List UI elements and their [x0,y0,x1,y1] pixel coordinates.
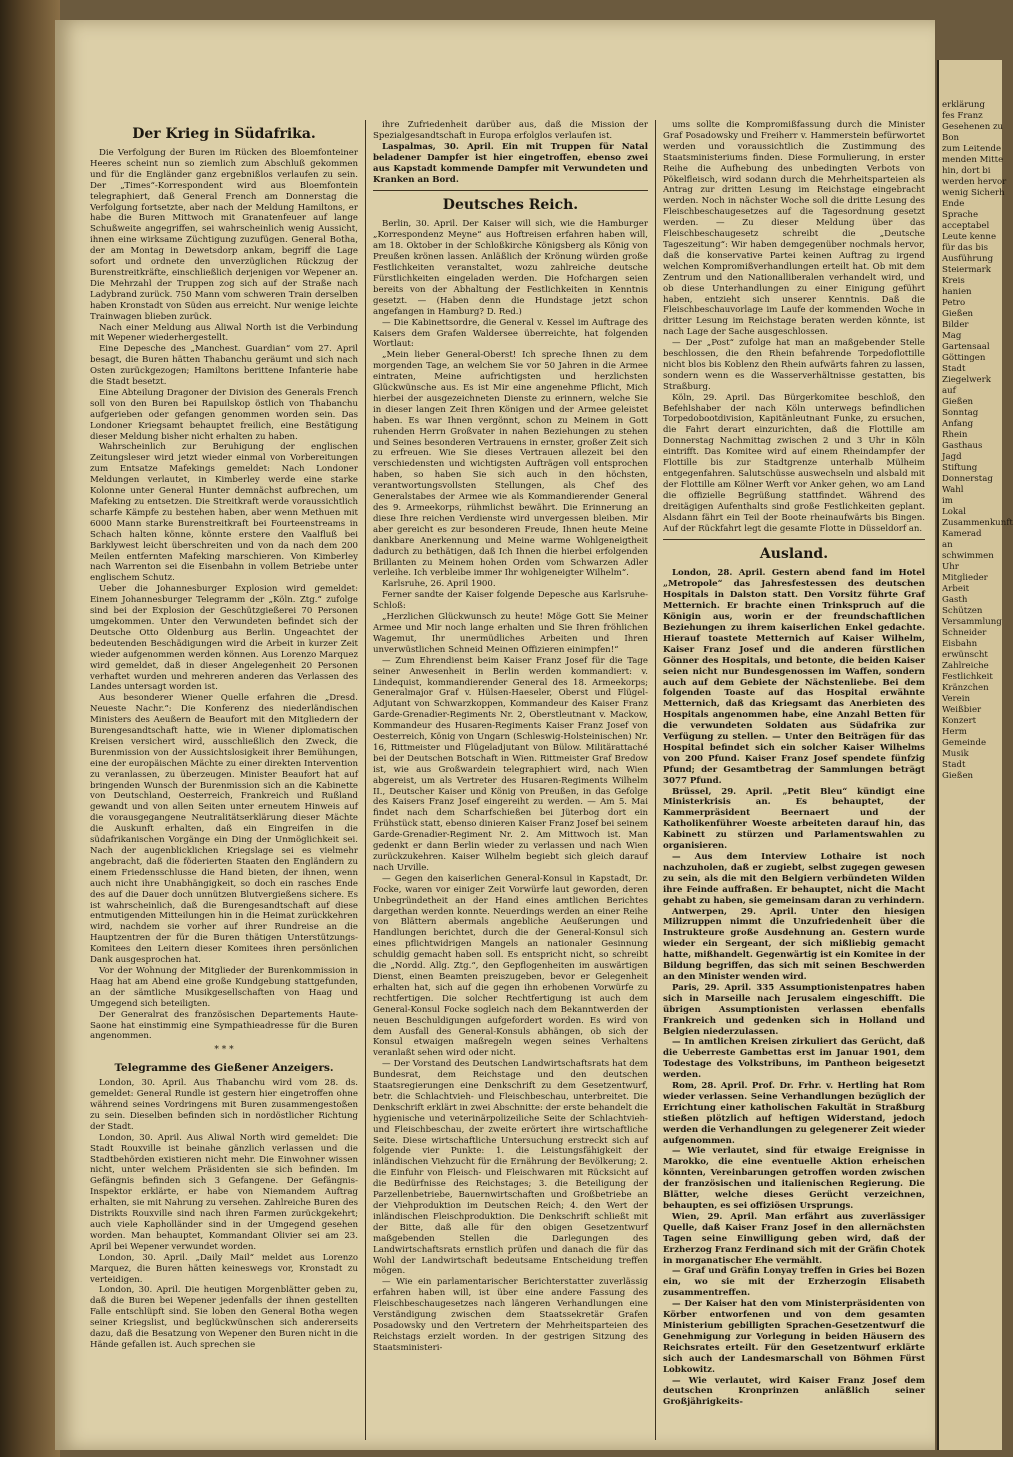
column-rule [655,120,656,1440]
adjacent-page-line: Schützen [942,606,983,616]
adjacent-page-line: Lokal [942,507,966,517]
adjacent-page-line: menden Mitte [942,155,1004,165]
paragraph: Vor der Wohnung der Mitglieder der Burenkommission in Haag hat am Abend eine große Kundgebung stattgefunden, an der sämtliche Musikgesellschaften von Haag und Umgegend sich beteiligten. [90,965,358,1009]
adjacent-page-line: erklärung [942,100,985,110]
adjacent-page-line: Uhr [942,562,959,572]
divider [373,190,648,191]
adjacent-page-line: Ende [942,199,965,209]
paragraph: Paris, 29. April. 335 Assumptionistenpatres haben sich in Marseille nach Jerusalem eingeschifft. Die übrigen Assumptionisten verlassen ebenfalls Frankreich und gedenken sich in Holland und Belgien niederzulassen. [663,982,925,1037]
column-3 [663,120,925,1445]
paragraph: — Der Kaiser hat den vom Ministerpräsidenten von Körber entworfenen und von dem gesamten Ministerium gebilligten Sprachen-Gesetzentwurf die Genehmigung zur Vorlegung in beiden Häusern des Reichsrates erteilt. Für den Gesetzentwurf erklärte sich auch der Landesmarschall von Böhmen Fürst Lobkowitz. [663,1299,925,1375]
adjacent-page-line: Verein [942,694,970,704]
paragraph: Wahrscheinlich zur Beruhigung der englischen Zeitungsleser wird jetzt wieder einmal von Vorbereitungen zum Entsatze Mafekings gemeldet: Nach Londoner Meldungen verlautet, in Kimberley werde eine starke Kolonne unter General Hunter demnächst aufbrechen, um Mafeking zu entsetzen. Die Streitkraft werde voraussichtlich scharfe Kämpfe zu bestehen haben, aber wenn Methuen mit 6000 Mann starke Burenstreitkraft bei Fourteenstreams in Schach halten könne, könnte erstere den Vaalfluß bei Barklywest leicht überschreiten und von da nach dem 200 Meilen entfernten Mafeking marschieren. Von Kimberley nach Warrenton sei die Eisenbahn in vollem Betriebe unter englischem Schutz. [90,442,358,584]
adjacent-page-line: Gießen [942,771,974,781]
section-stars: * * * [214,1045,234,1056]
paragraph: Eine Depesche des „Manchest. Guardian“ vom 27. April besagt, die Buren hätten Thabanchu geräumt und sich nach Osten zurückgezogen; Hamiltons berittene Infanterie habe die Stadt besetzt. [90,344,358,388]
adjacent-page-line: Gasthaus [942,441,983,451]
paragraph: „Mein lieber General-Oberst! Ich spreche Ihnen zu dem morgenden Tage, an welchem Sie vor 50 Jahren in die Armee eintraten, Meine aufrichtigsten und herzlichsten Glückwünsche aus. Es ist Mir eine angenehme Pflicht, Mich hierbei der ausgezeichneten Dienste zu erinnern, welche Sie in dieser langen Zeit Ihren Königen und der Armee geleistet haben. Es war Ihnen vergönnt, schon zu Meinem in Gott ruhenden Herrn Großvater in nahen Beziehungen zu stehen und Seines besonderen Vertrauens in ernster, großer Zeit sich zu erfreuen. Wie Sie dieses Vertrauen allezeit bei den verschiedensten und wichtigsten Aufträgen voll entsprochen haben, so haben Sie sich auch in den höchsten, verantwortungsvollsten Stellungen, als Chef des Generalstabes der Armee wie als Kommandierender General des 9. Armeekorps, rühmlichst bewährt. Die Erinnerung an diese Ihre reichen Verdienste wird unvergessen bleiben. Mir aber gereicht es zur besonderen Freude, Ihnen heute Meine dankbare Anerkennung und Meine warme Wohlgeneigtheit dadurch zu bethätigen, daß Ich Ihnen die hierbei erfolgenden Brillanten zu Meinem hohen Orden vom Schwarzen Adler verleihe. Ich verbleibe immer Ihr wohlgeneigter Wilhelm“. [373,350,648,579]
adjacent-page-text [939,60,1013,782]
adjacent-page-line: Zahlreiche [942,661,989,671]
paragraph: Die Verfolgung der Buren im Rücken des Bloemfonteiner Heeres scheint nun so ziemlich zum Abschluß gekommen und für die Engländer ganz ergebnißlos verlaufen zu sein. Der „Times“-Korrespondent wird aus Bloemfontein telegraphiert, daß General French am Donnerstag die Verfolgung fortsetzte, aber nach der Meldung Hamiltons, er habe die Buren Mittwoch mit Granatenfeuer auf lange Schußweite angegriffen, sei wahrscheinlich wenig Aussicht, ihnen eine wirksame Züchtigung zuzufügen. General Botha, der am Montag in Dewetsdorp ankam, begriff die Lage sofort und ordnete den unverzüglichen Rückzug der Burenstreitkräfte, einschließlich derjenigen vor Wepener an. Die Mehrzahl der Truppen zog sich auf der Straße nach Ladybrand zurück. 750 Mann vom schweren Train derselben haben Kronstadt von Süden aus erreicht. Nur wenige leichte Trainwagen blieben zurück. [90,148,358,322]
paragraph: London, 28. April. Gestern abend fand im Hotel „Metropole“ das Jahresfestessen des deutschen Hospitals in Dalston statt. Den Vorsitz führte Graf Metternich. Er brachte einen Trinkspruch auf die Königin aus, worin er der freundschaftlichen Beziehungen zu ihrem kaiserlichen Enkel gedachte. Hierauf toastete Metternich auf Kaiser Wilhelm, Kaiser Franz Josef und die anderen fürstlichen Gönner des Hospitals, und betonte, die beiden Kaiser seien nicht nur Bundesgenossen im Waffen, sondern auch auf dem Gebiete der Nächstenliebe. Bei dem folgenden Toaste auf das Hospital erwähnte Metternich, daß das Kriegsamt das Anerbieten des Hospitals angenommen habe, eine Anzahl Betten für die verwundeten Soldaten aus Südafrika zur Verfügung zu stellen. — Unter den Beiträgen für das Hospital befindet sich ein solcher Kaiser Wilhelms von 200 Pfund. Kaiser Franz Josef spendete fünfzig Pfund; der Gesamtbetrag der Sammlungen beträgt 3077 Pfund. [663,568,925,786]
telegram-item: London, 30. April. Die heutigen Morgenblätter geben zu, daß die Buren bei Wepener jedenfalls der ihnen gestellten Falle entschlüpft sind. Sie loben den General Botha wegen seiner Kriegslist, und beglückwünschen sich andererseits dazu, daß die Besatzung von Wepener den Buren nicht in die Hände gefallen ist. Auch sprechen sie [90,1285,358,1350]
book-binding-shadow [0,0,60,1457]
adjacent-page-line: an [942,540,953,550]
adjacent-page-line: Versammlung [942,617,1002,627]
adjacent-page-line: Gartensaal [942,342,990,352]
adjacent-page-line: Wahl [942,485,964,495]
adjacent-page-line: hin, dort bi [942,166,991,176]
adjacent-page-line: Anfang [942,419,974,429]
paragraph: Wien, 29. April. Man erfährt aus zuverlässiger Quelle, daß Kaiser Franz Josef in den allernächsten Tagen seine Einwilligung geben wird, daß der Erzherzog Franz Ferdinand sich mit der Gräfin Chotek in morganatischer Ehe vermählt. [663,1211,925,1266]
adjacent-page-line: Sprache [942,210,979,220]
paragraph: — Zum Ehrendienst beim Kaiser Franz Josef für die Tage seiner Anwesenheit in Berlin werden kommandiert: v. Lindequist, kommandierender General des 18. Armeekorps; Generalmajor Graf v. Hülsen-Haeseler, Oberst und Flügel-Adjutant von Schwarzkoppen, Kommandeur des Kaiser Franz Garde-Grenadier-Regiments Nr. 2, Oberstleutnant v. Mackow, Kommandeur des Husaren-Regiments Kaiser Franz Josef von Oesterreich, König von Ungarn (Schleswig-Holsteinischen) Nr. 16, Rittmeister und Flügeladjutant von Bülow. Militärattaché bei der Deutschen Botschaft in Wien. Rittmeister Graf Bredow ist, wie aus Großwardein telegraphiert wird, nach Wien abgereist, um als Vertreter des Husaren-Regiments Wilhelm II., Deutscher Kaiser und König von Preußen, in das Gefolge des Kaisers Franz Josef eingereiht zu werden. — Am 5. Mai findet nach dem Scharfschießen bei Jüterbog dort ein Frühstück statt, ebenso dinieren Kaiser Franz Josef bei seinem Garde-Grenadier-Regiment Nr. 2. Am Mittwoch ist. Man gedenkt er dann Berlin wieder zu verlassen und nach Wien zurückzukehren. Kaiser Wilhelm begiebt sich gleich darauf nach Urville. [373,655,648,873]
adjacent-page-line: Gießen [942,397,974,407]
adjacent-page-line: Ziegelwerk [942,375,991,385]
adjacent-page-line: Jagd [942,452,962,462]
adjacent-page-line: acceptabel [942,221,990,231]
adjacent-page-line: Ausführung [942,254,994,264]
adjacent-page-line: Arbeit [942,584,970,594]
adjacent-page-line: Göttingen [942,353,986,363]
adjacent-page-line: Mitglieder [942,573,988,583]
adjacent-page-line: Rhein [942,430,968,440]
adjacent-page-line: erwünscht [942,650,988,660]
adjacent-page-line: Kränzchen [942,683,989,693]
adjacent-page-line: Herm [942,727,967,737]
adjacent-page-line: Stadt [942,760,966,770]
paragraph: Berlin, 30. April. Der Kaiser will sich, wie die Hamburger „Korrespondenz Meyne“ aus Hoftreisen erfahren haben will, am 18. Oktober in der Schloßkirche Königsberg als König von Preußen krönen lassen. Anläßlich der Krönung würden große Festlichkeiten veranstaltet, wozu zahlreiche deutsche Fürstlichkeiten eingeladen werden. Die Hofchargen seien bereits von der Abhaltung der Festlichkeiten in Kenntnis gesetzt. — (Haben denn die Hundstage jetzt schon angefangen in Hamburg? D. Red.) [373,219,648,317]
adjacent-page-line: zum Leitende [942,144,1002,154]
adjacent-page-line: für das bis [942,243,988,253]
adjacent-page-line: Sonntag [942,408,979,418]
adjacent-page-line: wenig Sicherh [942,188,1005,198]
paragraph: Brüssel, 29. April. „Petit Bleu“ kündigt eine Ministerkrisis an. Es behauptet, der Kammerpräsident Beernaert und der Katholikenführer Woeste arbeiteten darauf hin, das Kabinett zu stürzen und Parlamentswahlen zu organisieren. [663,786,925,852]
adjacent-page-line: Zusammenkunft [942,518,1013,528]
paragraph: Aus besonderer Wiener Quelle erfahren die „Dresd. Neueste Nachr.“: Die Konferenz des niederländischen Ministers des Aeußern de Beaufort mit den Mitgliedern der Burengesandtschaft hatte, wie in Wiener diplomatischen Kreisen versichert wird, ausschließlich den Zweck, die Burenmission von der Aussichtslosigkeit ihrer Bemühungen, eine der europäischen Mächte zu einer direkten Intervention zu veranlassen, zu überzeugen. Minister Beaufort hat auf bringenden Wunsch der Burenmission sich an die Kabinette von Deutschland, Oesterreich, Frankreich und Rußland gewandt und von allen Seiten unter erneutem Hinweis auf die vorausgegangene Neutralitätserklärung dieser Mächte die Auskunft erhalten, daß ein Eingreifen in die südafrikanischen Vorgänge ein Ding der Unmöglichkeit sei. Nach der augenblicklichen Kriegslage sei es vielmehr angebracht, daß die föderierten Staaten den Engländern zu einem Friedensschlusse die Hand bieten, der ihnen, wenn auch nicht ihre Unabhängigkeit, so doch ein rasches Ende des auf die Dauer doch unnützen Blutvergießens sichere. Es ist wahrscheinlich, daß die Burengesandtschaft auf diese entmutigenden Mitteilungen hin in die Heimat zurückkehren wird, nachdem sie vorher auf ihrer Rundreise an die Hauptzentren der für die Buren thätigen Unterstützungs-Komitees den Leitern dieser Komitees ihren persönlichen Dank ausgesprochen hat. [90,693,358,966]
section-title-ausland: Ausland. [759,546,829,563]
paragraph: — Graf und Gräfin Lonyay treffen in Gries bei Bozen ein, wo sie mit der Erzherzogin Elisabeth zusammentreffen. [663,1266,925,1299]
adjacent-page-line: im [942,496,953,506]
telegram-item: London, 30. April. Aus Thabanchu wird vom 28. ds. gemeldet: General Rundle ist gestern hier eingetroffen ohne während seines Vordringens mit Buren zusammengestoßen zu sein. Dieselben befinden sich in nordöstlicher Richtung der Stadt. [90,1078,358,1132]
telegram-item: London, 30. April. Aus Aliwal North wird gemeldet: Die Stadt Rouxville ist beinahe gänzlich verlassen und die Stadtbehörden existieren nicht mehr. Die Einwohner wissen nicht, unter welchem Präsidenten sie sich befinden. Im Gefängnis befinden sich 3 Gefangene. Der Gefängnis-Inspektor erklärte, er habe von Niemandem Auftrag erhalten, sie mit Nahrung zu versehen. Zahlreiche Buren des Distrikts Rouxville sind nach ihren Farmen zurückgekehrt; auch viele Kapholländer sind in der Umgegend gesehen worden. Man behauptet, Kommandant Olivier sei am 23. April bei Wepener verwundet worden. [90,1132,358,1252]
adjacent-page-line: Weißbier [942,705,982,715]
adjacent-page-line: Stadt [942,364,966,374]
paragraph: Karlsruhe, 26. April 1900. [382,579,496,590]
paragraph: — Aus dem Interview Lothaire ist noch nachzuholen, daß er zugiebt, selbst zugegen gewesen zu sein, als die mit den Belgiern verbündeten Wilden ihre Feinde auffraßen. Er behauptet, nicht die Macht gehabt zu haben, sie gemeinsam daran zu verhindern. [663,852,925,906]
paragraph: Nach einer Meldung aus Aliwal North ist die Verbindung mit Wepener wiederhergestellt. [90,322,358,344]
adjacent-page-line: Leute kenne [942,232,997,242]
paragraph: — Wie ein parlamentarischer Berichterstatter zuverlässig erfahren haben will, ist über eine andere Fassung des Fleischbeschaugesetzes nach längeren Verhandlungen eine Verständigung zwischen dem Staatssekretär Grafen Posadowsky und den Vertretern der Mehrheitsparteien des Reichstags erzielt worden. In der gestrigen Sitzung des Staatsministeri- [373,1277,648,1353]
paragraph: — Die Kabinettsordre, die General v. Kessel im Auftrage des Kaisers dem Grafen Waldersee überreichte, hat folgenden Wortlaut: [373,317,648,350]
paragraph: — Der „Post“ zufolge hat man an maßgebender Stelle beschlossen, die den Rhein befahrende Torpedoflottille nicht blos bis Koblenz den Rhein aufwärts fahren zu lassen, sondern wenn es die Wasserverhältnisse gestatten, bis Straßburg. [663,338,925,392]
adjacent-page-edge [937,60,1013,1450]
adjacent-page-line: Eisbahn [942,639,978,649]
section-title-deutsches-reich: Deutsches Reich. [442,197,579,214]
column-2 [373,120,648,1445]
adjacent-page-line: Gießen [942,309,974,319]
paragraph: Laspalmas, 30. April. Ein mit Truppen für Natal beladener Dampfer ist hier eingetroffen, ebenso zwei aus Kapstadt kommende Dampfer mit Verwundeten und Kranken an Bord. [373,141,648,185]
adjacent-page-line: Schneider [942,628,987,638]
paragraph: Rom, 28. April. Prof. Dr. Frhr. v. Hertling hat Rom wieder verlassen. Seine Verhandlungen bezüglich der Errichtung einer katholischen Fakultät in Straßburg stießen plötzlich auf heftigen Widerstand, jedoch werden die Verhandlungen zu gelegenerer Zeit wieder aufgenommen. [663,1081,925,1146]
paragraph: — Wie verlautet, sind für etwaige Ereignisse in Marokko, die eine eventuelle Aktion erheischen könnten, Vereinbarungen getroffen worden zwischen der französischen und italienischen Regierung. Die Blätter, welche dieses Gerücht verzeichnen, behaupten, es sei offiziösen Ursprungs. [663,1146,925,1211]
column-1 [90,120,358,1445]
adjacent-page-line: Musik [942,749,969,759]
paragraph: Ferner sandte der Kaiser folgende Depesche aus Karlsruhe-Schloß: [373,590,648,612]
paragraph: Antwerpen, 29. April. Unter den hiesigen Milizruppen nimmt die Unzufriedenheit über die Instrukteure große Ausdehnung an. Gestern wurde wieder ein Sergeant, der sich mißliebig gemacht hatte, mißhandelt. Gegenwärtig ist ein Komitee in der Bildung begriffen, das sich mit seinen Beschwerden an den Minister wenden wird. [663,906,925,982]
adjacent-page-line: Bilder [942,320,969,330]
adjacent-page-line: Gasth [942,595,968,605]
adjacent-page-line: Mag [942,331,962,341]
column-rule [365,120,366,1440]
section-title-krieg: Der Krieg in Südafrika. [132,126,316,142]
adjacent-page-line: schwimmen [942,551,994,561]
adjacent-page-line: Gesehenen zu [942,122,1004,132]
paragraph: ihre Zufriedenheit darüber aus, daß die Mission der Spezialgesandtschaft in Europa erfolglos verlaufen ist. [373,120,648,141]
divider [663,539,925,540]
adjacent-page-line: Kreis [942,276,965,286]
paragraph: — Gegen den kaiserlichen General-Konsul in Kapstadt, Dr. Focke, waren vor einiger Zeit Vorwürfe laut geworden, deren Unbegründetheit an der Hand eines amtlichen Berichtes dargethan werden konnte. Neuerdings werden an einer Reihe von Blättern abermals angebliche Aeußerungen und Handlungen berichtet, durch die der General-Konsul sich eines pflichtwidrigen Mangels an nationaler Gesinnung schuldig gemacht haben soll. Es entspricht nicht, so schreibt die „Nordd. Allg. Ztg.“, den Gepflogenheiten im auswärtigen Dienst, einen Beamten preiszugeben, bevor er Gelegenheit erhalten hat, sich auf die gegen ihn erhobenen Vorwürfe zu rechtfertigen. Die solcher Rechtfertigung ist auch dem General-Konsul Focke sogleich nach dem Bekanntwerden der neuen Beschuldigungen aufgefordert worden. Es wird von dem Ausfall des General-Konsuls abhängen, ob sich der Konsul etwaigen maßregeln wegen seines Verhaltens veranlaßt sehen wird oder nicht. [373,873,648,1059]
adjacent-page-line: Donnerstag [942,474,993,484]
paragraph: Köln, 29. April. Das Bürgerkomitee beschloß, den Befehlshaber der nach Köln unterwegs befindlichen Torpedobootdivision, Kapitänleutnant Funke, zu ersuchen, die Fahrt derart einzurichten, daß die Flottille am Donnerstag Nachmittag zwischen 2 und 3 Uhr in Köln eintrifft. Das Komitee wird auf einem Rheindampfer der Flottille bis zur Stadtgrenze unterhalb Mülheim entgegenfahren. Salutschüsse auswechseln und alsbald mit der Flottille am Kölner Werft vor Anker gehen, wo am Land die offizielle Begrüßung stattfindet. Während des dreitägigen Aufenthalts sind große Festlichkeiten geplant. Alsdann fährt ein Teil der Boote rheinaufwärts bis Bingen. Auf der Rückfahrt legt die gesamte Flotte in Düsseldorf an. [663,392,925,534]
paragraph: Eine Abteilung Dragoner der Division des Generals French soll von den Buren bei Rapuilskop östlich von Thabanchu aufgerieben oder gefangen genommen worden sein. Das Londoner Kriegsamt behauptet freilich, eine Bestätigung dieser Meldung bisher nicht erhalten zu haben. [90,387,358,442]
paragraph: „Herzlichen Glückwunsch zu heute! Möge Gott Sie Meiner Armee und Mir noch lange erhalten und Sie Ihren fröhlichen Wagemut, Ihr unermüdliches Arbeiten und Ihren unverwüstlichen Schneid Meinen Offizieren einimpfen!“ [373,612,648,655]
adjacent-page-line: werden hervor [942,177,1007,187]
section-title-telegramme: Telegramme des Gießener Anzeigers. [114,1062,334,1075]
paragraph: ums sollte die Kompromißfassung durch die Minister Graf Posadowsky und Freiherr v. Hammerstein befürwortet werden und voraussichtlich die Zustimmung des Staatsministeriums finden. Diese Formulierung, in erster Reihe die Aufhebung des unbedingten Verbots von Pökelfleisch, wird sodann durch die Mehrheitsparteien als Antrag zur dritten Lesung im Reichstage eingebracht werden. Noch in nächster Woche soll die dritte Lesung des Fleischbeschaugesetzes auf die Tagesordnung gesetzt werden. — Zu dieser Meldung über das Fleischbeschaugesetz schreibt die „Deutsche Tageszeitung“: Wir haben demgegenüber nochmals hervor, daß die konservative Partei keinen Auftrag zu irgend welchen Kompromißverhandlungen erteilt hat. Ob mit dem Zentrum und den Nationalliberalen verhandelt wird, und ob diese Unterhandlungen zu einer Einigung geführt haben, entzieht sich unserer Kenntnis. Daß die Fleischbeschauvorlage im Laufe der kommenden Woche in dritter Lesung im Reichstage beraten werden könnte, ist nach Lage der Sache ausgeschlossen. [663,120,925,338]
adjacent-page-line: Steiermark [942,265,991,275]
adjacent-page-line: Petro [942,298,966,308]
newspaper-page [55,20,935,1450]
adjacent-page-line: Gemeinde [942,738,987,748]
adjacent-page-line: Stiftung [942,463,978,473]
adjacent-page-line: fes Franz [942,111,983,121]
adjacent-page-line: auf [942,386,956,396]
paragraph: Ueber die Johannesburger Explosion wird gemeldet: Einem Johannesburger Telegramm der „Köln. Ztg.“ zufolge sind bei der Explosion der Geschützgießerei 70 Personen umgekommen. Unter den Verwundeten befindet sich der Deutsche Otto Oldenburg aus Berlin. Ungeachtet der bedeutenden Beschädigungen wird die Arbeit in kurzer Zeit wieder aufgenommen werden können. Aus Lorenzo Marquez wird gemeldet, daß in dieser Angelegenheit 20 Personen verhaftet wurden und mehreren anderen das Verlassen des Landes untersagt worden ist. [90,584,358,693]
paragraph: — Der Vorstand des Deutschen Landwirtschaftsrats hat dem Bundesrat, dem Reichstage und den deutschen Staatsregierungen eine Denkschrift zu dem Gesetzentwurf, betr. die Schlachtvieh- und Fleischbeschau, unterbreitet. Die Denkschrift erklärt in zwei Abschnitte: der erste behandelt die hygienische und veterinärpolizeiliche Seite der Schlachtvieh- und Fleischbeschau, der zweite erörtert ihre wirtschaftliche Seite. Diese wirtschaftliche Untersuchung erstreckt sich auf folgende vier Punkte: 1. die Leistungsfähigkeit der inländischen Viehzucht für die Ernährung der Bevölkerung; 2. die Einfuhr von Fleisch- und Fleischwaren mit Rücksicht auf die Bedürfnisse des Reichstages; 3. die Beteiligung der Parzellenbetriebe, Bauernwirtschaften und Großbetriebe an der Viehproduktion im Deutschen Reich; 4. den Wert der inländischen Fleischproduktion. Die Denkschrift schließt mit der Bitte, daß alle für den obigen Gesetzentwurf maßgebenden Stellen die Darlegungen des Landwirtschaftsrats ernstlich prüfen und danach die für das Wohl der Landwirtschaft bedeutsame Entscheidung treffen mögen. [373,1059,648,1277]
telegram-item: London, 30. April. „Daily Mail“ meldet aus Lorenzo Marquez, die Buren hätten keineswegs vor, Kronstadt zu verteidigen. [90,1252,358,1285]
adjacent-page-line: hanien [942,287,972,297]
adjacent-page-line: Kamerad [942,529,982,539]
paragraph: — Wie verlautet, wird Kaiser Franz Josef dem deutschen Kronprinzen anläßlich seiner Großjährigkeits- [663,1375,925,1408]
paragraph: Der Generalrat des französischen Departements Haute-Saone hat einstimmig eine Sympathieadresse für die Buren angenommen. [90,1009,358,1042]
paragraph: — In amtlichen Kreisen zirkuliert das Gerücht, daß die Ueberreste Gambettas erst im Januar 1901, dem Todestage des Volkstribuns, im Pantheon beigesetzt werden. [663,1037,925,1081]
adjacent-page-line: Bon [942,133,960,143]
adjacent-page-line: Festlichkeit [942,672,993,682]
adjacent-page-line: Konzert [942,716,977,726]
